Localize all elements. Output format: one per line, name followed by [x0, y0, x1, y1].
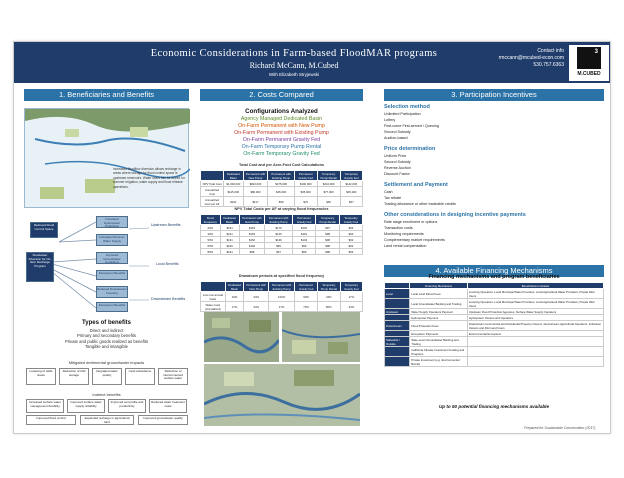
price-item: Uniform Price: [384, 154, 407, 158]
impact-box: Lowering of wells levels: [26, 368, 56, 385]
type-item: Primary and secondary benefits: [77, 333, 136, 339]
table-cell: $96: [292, 243, 315, 249]
table-cell: Water costs (Annualized): [201, 302, 226, 312]
table-header-cell: Dedicated Basin: [220, 215, 239, 225]
table-header-cell: Permanent with New Pump: [239, 215, 265, 225]
table-header-cell: Temporary Gravity Fed: [339, 215, 362, 225]
cost-table: [200, 170, 363, 207]
table-header-cell: Permanent with New Pump: [244, 282, 269, 292]
table-row: [385, 321, 604, 331]
flow-node-hydropower: Increased Hydropower Production: [96, 216, 128, 228]
selection-title: Selection method: [384, 104, 430, 110]
selection-item: Unlimited Participation: [384, 112, 421, 116]
table-cell: $161: [224, 197, 244, 207]
impact-box: Reduction of interconnected surface water: [158, 368, 188, 385]
table-cell: Local Groundwater Banking and Trading: [410, 299, 468, 309]
table-cell: $45,000: [340, 187, 362, 197]
table-cell: Low cost annual basis: [201, 292, 226, 302]
flow-center-program: Floodwater Diversion for On-farm Recharge Program: [26, 252, 54, 282]
selection-item: Auction-based: [384, 136, 408, 140]
table-cell: 17%: [269, 302, 295, 312]
table-row: [385, 289, 604, 299]
table-header-cell: Flood Frequency: [201, 215, 221, 225]
table-cell: Ecosystem Payments: [410, 331, 468, 337]
impact-box: Land subsidence: [125, 368, 155, 385]
settlement-item: Trading allowance or other tradeable credits: [384, 202, 456, 206]
table-cell: $131: [220, 231, 239, 237]
table-cell: $95: [265, 243, 293, 249]
table-cell: 17%: [340, 292, 362, 302]
table-row: [201, 249, 363, 255]
table-cell: $102: [239, 243, 265, 249]
table-cell: 60%: [201, 243, 221, 249]
table-cell: $98: [316, 231, 340, 237]
table-cell: $136: [265, 237, 293, 243]
table-row: [385, 337, 604, 347]
watershed-diagram: [24, 108, 189, 208]
table-cell: $65,000: [294, 187, 317, 197]
section-bar-costs: 2. Costs Compared: [200, 89, 363, 101]
flow-node-summer-water: Increased Summer Water Supply: [96, 234, 128, 246]
other-item: Monitoring requirements: [384, 232, 424, 236]
table-row: [385, 299, 604, 309]
config-item: On-Farm Temporary Gravity Fed: [243, 151, 320, 157]
selection-item: Lottery: [384, 118, 396, 122]
table-header-row: [201, 215, 363, 225]
config-item: On-Farm Permanent with New Pump: [238, 123, 325, 129]
selection-item: Second Subsidy: [384, 130, 411, 134]
table-cell: $62: [339, 243, 362, 249]
contact-email[interactable]: rmccann@mcubed-econ.com: [498, 55, 564, 61]
table-header-row: [201, 171, 363, 181]
config-item: On-Farm Permanent with Existing Pump: [234, 130, 329, 136]
table-header-cell: Financing Mechanism: [410, 283, 468, 289]
table-header-cell: [201, 171, 224, 181]
table-cell: [385, 357, 410, 367]
table-cell: $152: [239, 237, 265, 243]
table-row: [385, 357, 604, 367]
impact-box: Reduction of GW storage: [59, 368, 89, 385]
flow-node-ecosystem-downstream: Ecosystem Benefits: [96, 302, 128, 312]
aerial-photo-1: [204, 312, 279, 362]
table-cell: Water Supply Operators Payment: [410, 309, 468, 315]
table-header-cell: Temporary Pump Rental: [316, 215, 340, 225]
type-item: Direct and indirect: [89, 328, 124, 333]
table-cell: California Climate Investment Funding and Programs: [410, 347, 468, 357]
table-cell: $154: [239, 225, 265, 231]
config-item: On-Farm Permanent Gravity Fed: [242, 137, 321, 143]
table-cell: Annualized Cost: [201, 187, 224, 197]
table-cell: Environmental Ecosystem: [467, 331, 603, 337]
table-header-cell: Temporary Pump Rental: [317, 171, 340, 181]
other-item: Land rental compensation: [384, 244, 427, 248]
flow-node-groundwater: Improved Groundwater Conditions: [96, 252, 128, 264]
table-header-cell: Permanent with Existing Pump: [265, 215, 293, 225]
price-item: Reverse Auction: [384, 166, 411, 170]
table-cell: NPV Total Cost: [201, 181, 224, 187]
table-cell: $86,000: [243, 187, 268, 197]
label-downstream-benefits: Downstream Benefits: [151, 297, 186, 301]
map-caption: Increased floodflow diversion allows recharge in areas where storage for flood control space is upstream reservoirs. Water users can be stored for summer irrigation, water supply and flood release operations.: [113, 167, 185, 189]
type-item: Private and public goods realized as benefits: [64, 338, 149, 344]
table-cell: Hydropower Payment: [410, 315, 468, 321]
watershed-illustration: [25, 109, 190, 209]
indirect-box: Improved surface water supply reliability: [67, 399, 105, 413]
table-cell: Private Investment (e.g. Environmental Bonds): [410, 357, 468, 367]
table-cell: 80%: [201, 249, 221, 255]
financing-footnote: Up to 50 potential financing mechanisms available: [438, 404, 550, 409]
table-cell: Local Ag Operators, Local Municipal Water Providers, Local Agricultural Water Providers, Private Well Users: [467, 299, 603, 309]
table-cell: 50%: [201, 237, 221, 243]
table-header-row: [201, 282, 363, 292]
impacts-title: Mitigated detrimental groundwater impacts: [68, 360, 145, 365]
section-bar-incentives: 3. Participation Incentives: [384, 89, 604, 101]
table-cell: Statewide / Outside: [385, 337, 410, 347]
table-cell: $475,000: [268, 181, 294, 187]
table-cell: $37: [340, 197, 362, 207]
config-item: On-Farm Temporary Pump Rental: [241, 144, 322, 150]
selection-item: First-come First-served / Queuing: [384, 124, 439, 128]
poster: [13, 41, 611, 434]
table-cell: 34%: [340, 302, 362, 312]
label-upstream-benefits: Upstream Benefits: [151, 223, 181, 227]
table-cell: 20%: [201, 225, 221, 231]
indirect-box: Increased surface water management flexibility: [26, 399, 64, 413]
table-cell: 80%: [317, 302, 340, 312]
table-cell: $176: [265, 225, 293, 231]
table-cell: 100%: [269, 292, 295, 302]
logo-mark-icon: 3: [577, 47, 601, 69]
types-title: Types of benefits: [82, 320, 131, 326]
table-header-cell: Permanent with New Pump: [243, 171, 268, 181]
table-header-cell: Temporary Gravity Fed: [340, 282, 362, 292]
table-header-cell: [201, 282, 226, 292]
table-header-cell: Permanent with Existing Pump: [269, 282, 295, 292]
configs-title: Configurations Analyzed: [245, 108, 318, 115]
section-bar-financing: 4. Available Financing Mechanisms: [384, 265, 604, 277]
financing-table: [384, 282, 604, 367]
table-cell: $131: [220, 249, 239, 255]
table-cell: Local Ag Operators, Local Municipal Water Providers, Local Agricultural Water Providers, Private Well Users: [467, 289, 603, 299]
poster-header: [14, 42, 611, 83]
table-cell: $104: [292, 237, 315, 243]
table-cell: [467, 357, 603, 367]
contact-phone: 530.757.6363: [533, 62, 564, 68]
table-cell: 30%: [201, 231, 221, 237]
aerial-photo-2: [282, 312, 360, 362]
table-row: [201, 302, 363, 312]
aerial-photo-3: [204, 364, 360, 426]
mcubed-logo: [569, 45, 609, 81]
table-cell: $210,000: [317, 181, 340, 187]
table-cell: $153: [239, 231, 265, 237]
table-cell: Flood Protection Fees: [410, 321, 468, 331]
table-cell: 90%: [295, 292, 318, 302]
config-item: Agency Managed Dedicated Basin: [240, 116, 323, 122]
logo-text: M.CUBED: [577, 71, 601, 77]
table-cell: State-Level Groundwater Banking and Trading: [410, 337, 468, 347]
table-cell: $119: [292, 231, 315, 237]
indirect-box: Improved flood control: [26, 415, 76, 425]
indirect-box: Improved soil profile and productivity: [108, 399, 146, 413]
table-header-cell: Permanent Gravity Fed: [295, 282, 318, 292]
table-cell: $117: [243, 197, 268, 207]
table-cell: $98: [239, 249, 265, 255]
table-cell: [385, 347, 410, 357]
table-header-cell: Permanent with Existing Pump: [268, 171, 294, 181]
table-cell: $98: [316, 249, 340, 255]
poster-coauthor: With Elizabeth Stryjewski: [268, 72, 320, 77]
table-cell: $96: [292, 249, 315, 255]
table-header-cell: Permanent Gravity Fed: [294, 171, 317, 181]
table-header-cell: Dedicated Basin: [225, 282, 244, 292]
flow-node-downstream-flooding: Reduced Downstream Flooding: [96, 286, 128, 298]
table-cell: $97: [316, 225, 340, 231]
table1-caption: Total Cost and per Acre-Foot Cost Calculations: [238, 163, 324, 167]
table-cell: $45,000: [268, 187, 294, 197]
table-cell: 34%: [317, 292, 340, 302]
contact-info: [474, 48, 564, 69]
price-item: Discount Factor: [384, 172, 410, 176]
table-cell: $136: [220, 243, 239, 249]
other-item: Transaction costs: [384, 226, 413, 230]
table-header-cell: Permanent Gravity Fed: [292, 215, 315, 225]
table-header-cell: Beneficiaries Included: [467, 283, 603, 289]
price-item: Second Subsidy: [384, 160, 411, 164]
table-cell: 34%: [225, 292, 244, 302]
table-cell: Annualized Cost per AF: [201, 197, 224, 207]
table-cell: Downstream Commercial and Residential Property Owners, Downstream Agricultural Operators, Individual Owners and Dist Land Users: [467, 321, 603, 331]
drawdown-table: [200, 281, 363, 312]
table-header-cell: Temporary Gravity Fed: [340, 171, 362, 181]
table-cell: $62: [339, 231, 362, 237]
table-row: [201, 197, 363, 207]
price-title: Price determination: [384, 146, 436, 152]
type-item: Tangible and intangible: [85, 344, 128, 350]
table-cell: $76: [294, 197, 317, 207]
table-cell: $1,000,000: [224, 181, 244, 187]
table-cell: Upstream: [385, 309, 410, 315]
table-cell: Local: [385, 289, 410, 299]
section-bar-beneficiaries: 1. Beneficiaries and Benefits: [24, 89, 189, 101]
settlement-item: Cash: [384, 190, 393, 194]
table-cell: $52: [317, 197, 340, 207]
table-cell: $120: [292, 225, 315, 231]
table-cell: $131: [220, 237, 239, 243]
other-title: Other considerations in designing incentive payments: [384, 212, 526, 218]
other-item: Complementary market requirements: [384, 238, 445, 242]
table-cell: $98: [316, 237, 340, 243]
table-cell: [385, 299, 410, 309]
table-header-cell: Temporary Pump Rental: [317, 282, 340, 292]
indirect-title: Indirect benefits: [92, 392, 121, 397]
indirect-box: Reduced water treatment costs: [149, 399, 187, 413]
table-cell: $131: [220, 225, 239, 231]
table-cell: [467, 347, 603, 357]
table-cell: Hydropower Owners and Operators: [467, 315, 603, 321]
table-cell: $142,000: [340, 181, 362, 187]
table-row: [201, 187, 363, 197]
table-cell: 34%: [244, 292, 269, 302]
table3-caption: Drawdown periods at specified flood frequency: [238, 274, 325, 278]
poster-title: Economic Considerations in Farm-based FloodMAR programs: [150, 48, 438, 59]
table-cell: $62: [339, 225, 362, 231]
settlement-item: Tax rebate: [384, 196, 402, 200]
flow-reduced-flood-space: Reduced Flood Control Space: [30, 222, 58, 238]
table-cell: $190,000: [294, 181, 317, 187]
contact-label: Contact info: [537, 48, 564, 54]
table-cell: 17%: [225, 302, 244, 312]
indirect-box: Expanded recharge in agricultural land: [80, 415, 134, 425]
table-cell: $115,000: [224, 187, 244, 197]
table-cell: [467, 337, 603, 347]
table-row: [385, 347, 604, 357]
table-cell: 70%: [295, 302, 318, 312]
indirect-box: Improved groundwater quality: [138, 415, 188, 425]
settlement-title: Settlement and Payment: [384, 182, 448, 188]
table-cell: $145: [265, 231, 293, 237]
table-cell: $77,000: [317, 187, 340, 197]
poster-author: Richard McCann, M.Cubed: [249, 61, 339, 70]
other-item: Rate stage enrollment or options: [384, 220, 438, 224]
table2-caption: NPV Total Costs per AF at varying flood frequencies: [234, 207, 329, 211]
table-cell: Local Land Parcel Fees: [410, 289, 468, 299]
flood-frequency-table: [200, 214, 363, 255]
table-cell: $59: [268, 197, 294, 207]
financing-table-title: Financing mechanisms and program beneficiaries: [428, 274, 560, 280]
table-cell: $97: [265, 249, 293, 255]
table-cell: $98: [316, 243, 340, 249]
table-cell: $62: [339, 249, 362, 255]
table-cell: 34%: [244, 302, 269, 312]
table-cell: $62: [339, 237, 362, 243]
flow-node-ecosystem-local: Ecosystem Benefits: [96, 270, 128, 280]
types-of-benefits: [24, 320, 189, 350]
table-cell: Downstream: [385, 321, 410, 331]
prepared-for-note: Prepared for Sustainable Conservation (2017): [524, 426, 596, 430]
table-header-cell: Dedicated Basin: [224, 171, 244, 181]
table-cell: $810,000: [243, 181, 268, 187]
impact-box: Degraded water quality: [92, 368, 122, 385]
label-local-benefits: Local Benefits: [156, 262, 179, 266]
table-row: [201, 292, 363, 302]
configs-list: [200, 116, 363, 158]
table-cell: Upstream Flood Protection Agencies, Surface Water Supply Operators: [467, 309, 603, 315]
